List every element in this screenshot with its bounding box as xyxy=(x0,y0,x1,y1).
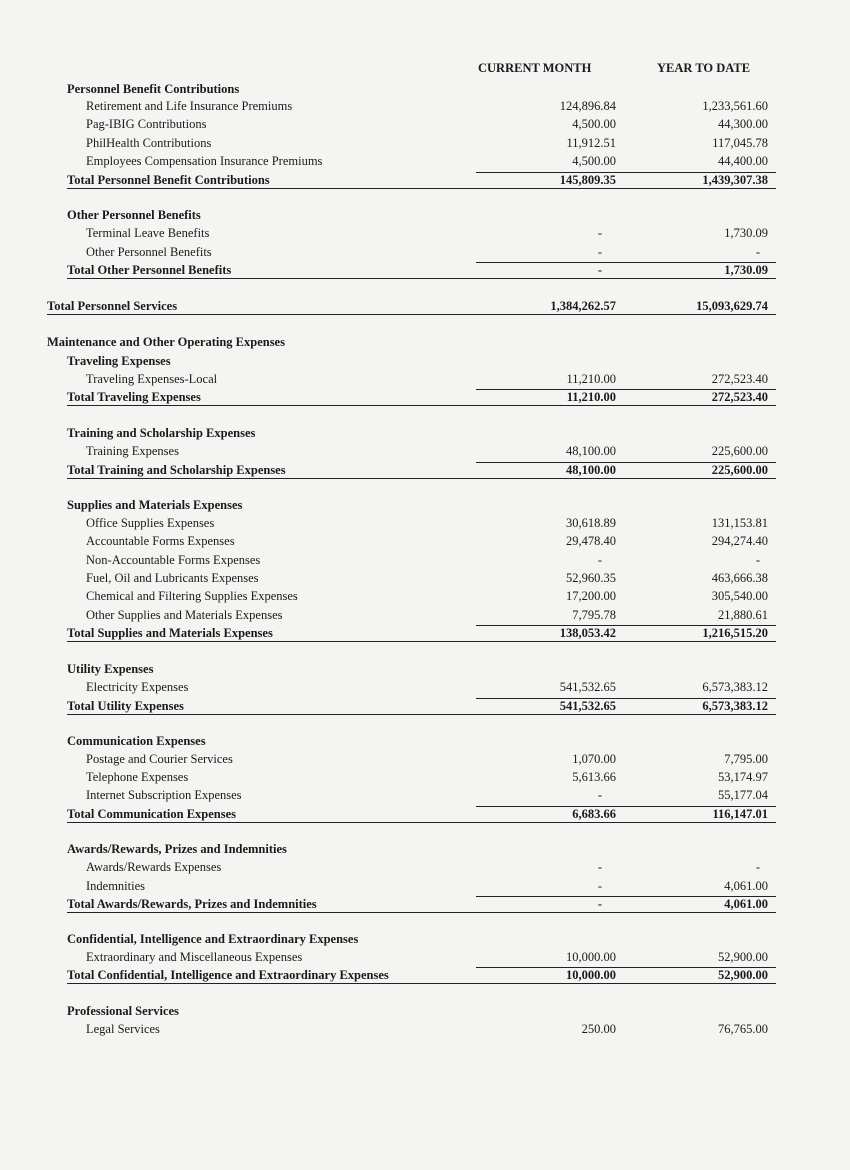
subtotal-rule xyxy=(476,896,776,897)
row-label: Terminal Leave Benefits xyxy=(86,226,210,240)
line-item-row xyxy=(0,606,850,624)
year-to-date-value: 6,573,383.12 xyxy=(702,680,768,694)
row-label: Utility Expenses xyxy=(67,662,154,676)
row-label: Fuel, Oil and Lubricants Expenses xyxy=(86,571,259,585)
row-label: Chemical and Filtering Supplies Expenses xyxy=(86,589,298,603)
subtotal-rule xyxy=(476,262,776,263)
total-row xyxy=(0,895,850,913)
line-item-row xyxy=(0,514,850,532)
year-to-date-value: 272,523.40 xyxy=(711,390,768,404)
year-to-date-value: 4,061.00 xyxy=(724,879,768,893)
row-label: Pag-IBIG Contributions xyxy=(86,117,207,131)
row-label: Other Personnel Benefits xyxy=(67,208,201,222)
line-item-row xyxy=(0,551,850,569)
line-item-row xyxy=(0,115,850,133)
year-to-date-value: 272,523.40 xyxy=(711,372,768,386)
row-label: Total Personnel Services xyxy=(47,299,178,313)
section-heading-row xyxy=(0,424,850,442)
row-label: Total Confidential, Intelligence and Extraordinary Expenses xyxy=(67,968,389,982)
section-heading-row xyxy=(0,352,850,370)
line-item-row xyxy=(0,858,850,876)
current-month-value: 11,912.51 xyxy=(566,136,616,150)
line-item-row xyxy=(0,786,850,804)
current-month-value: 48,100.00 xyxy=(566,444,616,458)
current-month-value: 17,200.00 xyxy=(566,589,616,603)
row-label: Confidential, Intelligence and Extraordinary Expenses xyxy=(67,932,359,946)
section-heading-row xyxy=(0,333,850,351)
year-to-date-value: - xyxy=(755,245,760,259)
total-underline xyxy=(67,278,776,279)
year-to-date-value: 131,153.81 xyxy=(711,516,768,530)
current-month-value: 145,809.35 xyxy=(559,173,616,187)
row-label: Total Personnel Benefit Contributions xyxy=(67,173,270,187)
row-label: Awards/Rewards, Prizes and Indemnities xyxy=(67,842,287,856)
row-label: Training Expenses xyxy=(86,444,179,458)
year-to-date-value: 294,274.40 xyxy=(711,534,768,548)
subtotal-rule xyxy=(476,625,776,626)
year-to-date-value: 117,045.78 xyxy=(712,136,768,150)
subtotal-rule xyxy=(476,389,776,390)
current-month-value: 4,500.00 xyxy=(572,154,616,168)
total-row xyxy=(0,624,850,642)
row-label: Maintenance and Other Operating Expenses xyxy=(47,335,285,349)
year-to-date-value: 305,540.00 xyxy=(711,589,768,603)
year-to-date-value: 1,730.09 xyxy=(724,263,768,277)
total-underline xyxy=(67,405,776,406)
line-item-row xyxy=(0,370,850,388)
row-label: Other Personnel Benefits xyxy=(86,245,212,259)
row-label: Personnel Benefit Contributions xyxy=(67,82,240,96)
line-item-row xyxy=(0,750,850,768)
year-to-date-value: 225,600.00 xyxy=(711,463,768,477)
line-item-row xyxy=(0,877,850,895)
row-label: Communication Expenses xyxy=(67,734,206,748)
row-label: Electricity Expenses xyxy=(86,680,189,694)
year-to-date-value: 7,795.00 xyxy=(724,752,768,766)
row-label: Total Awards/Rewards, Prizes and Indemnities xyxy=(67,897,317,911)
row-label: Awards/Rewards Expenses xyxy=(86,860,222,874)
current-month-value: - xyxy=(597,860,602,874)
row-label: Internet Subscription Expenses xyxy=(86,788,242,802)
year-to-date-value: 116,147.01 xyxy=(712,807,768,821)
row-label: Total Supplies and Materials Expenses xyxy=(67,626,273,640)
line-item-row xyxy=(0,243,850,261)
current-month-value: - xyxy=(597,897,602,911)
line-item-row xyxy=(0,587,850,605)
row-label: Employees Compensation Insurance Premiums xyxy=(86,154,323,168)
section-heading-row xyxy=(0,840,850,858)
current-month-value: 7,795.78 xyxy=(572,608,616,622)
total-underline xyxy=(67,912,776,913)
line-item-row xyxy=(0,569,850,587)
row-label: Office Supplies Expenses xyxy=(86,516,215,530)
year-to-date-value: 1,439,307.38 xyxy=(702,173,768,187)
year-to-date-value: 52,900.00 xyxy=(718,950,768,964)
year-to-date-value: 15,093,629.74 xyxy=(696,299,768,313)
current-month-value: - xyxy=(597,879,602,893)
subtotal-rule xyxy=(476,462,776,463)
section-heading-row xyxy=(0,930,850,948)
total-row xyxy=(0,297,850,315)
current-month-value: - xyxy=(597,263,602,277)
line-item-row xyxy=(0,948,850,966)
current-month-value: - xyxy=(597,245,602,259)
current-month-value: 138,053.42 xyxy=(559,626,616,640)
year-to-date-value: 44,300.00 xyxy=(718,117,768,131)
row-label: Training and Scholarship Expenses xyxy=(67,426,256,440)
subtotal-rule xyxy=(476,172,776,173)
section-heading-row xyxy=(0,732,850,750)
line-item-row xyxy=(0,442,850,460)
row-label: Traveling Expenses xyxy=(67,354,171,368)
line-item-row xyxy=(0,768,850,786)
current-month-value: - xyxy=(597,788,602,802)
row-label: Supplies and Materials Expenses xyxy=(67,498,243,512)
current-month-value: 10,000.00 xyxy=(566,968,616,982)
row-label: Total Utility Expenses xyxy=(67,699,184,713)
section-heading-row xyxy=(0,660,850,678)
line-item-row xyxy=(0,678,850,696)
current-month-value: - xyxy=(597,553,602,567)
row-label: Postage and Courier Services xyxy=(86,752,233,766)
current-month-value: 6,683.66 xyxy=(572,807,616,821)
year-to-date-value: 52,900.00 xyxy=(718,968,768,982)
row-label: Legal Services xyxy=(86,1022,160,1036)
section-heading-row xyxy=(0,80,850,98)
current-month-value: 29,478.40 xyxy=(566,534,616,548)
year-to-date-value: 4,061.00 xyxy=(724,897,768,911)
current-month-value: 11,210.00 xyxy=(566,372,616,386)
row-label: PhilHealth Contributions xyxy=(86,136,212,150)
current-month-header: CURRENT MONTH xyxy=(478,61,592,75)
subtotal-rule xyxy=(476,806,776,807)
row-label: Professional Services xyxy=(67,1004,179,1018)
current-month-value: 10,000.00 xyxy=(566,950,616,964)
current-month-value: 52,960.35 xyxy=(566,571,616,585)
row-label: Retirement and Life Insurance Premiums xyxy=(86,99,293,113)
current-month-value: 541,532.65 xyxy=(559,699,616,713)
year-to-date-value: 6,573,383.12 xyxy=(702,699,768,713)
year-to-date-value: 1,233,561.60 xyxy=(702,99,768,113)
total-row xyxy=(0,461,850,479)
current-month-value: 11,210.00 xyxy=(566,390,616,404)
section-heading-row xyxy=(0,496,850,514)
subtotal-rule xyxy=(476,967,776,968)
row-label: Indemnities xyxy=(86,879,146,893)
year-to-date-value: 44,400.00 xyxy=(718,154,768,168)
row-label: Total Other Personnel Benefits xyxy=(67,263,232,277)
total-underline xyxy=(67,188,776,189)
total-row xyxy=(0,261,850,279)
total-row xyxy=(0,171,850,189)
year-to-date-value: 1,216,515.20 xyxy=(702,626,768,640)
year-to-date-header: YEAR TO DATE xyxy=(657,61,751,75)
section-heading-row xyxy=(0,1002,850,1020)
subtotal-rule xyxy=(476,698,776,699)
year-to-date-value: - xyxy=(755,860,760,874)
total-row xyxy=(0,697,850,715)
total-row xyxy=(0,388,850,406)
row-label: Total Training and Scholarship Expenses xyxy=(67,463,286,477)
year-to-date-value: 1,730.09 xyxy=(724,226,768,240)
line-item-row xyxy=(0,134,850,152)
year-to-date-value: 21,880.61 xyxy=(718,608,768,622)
current-month-value: 124,896.84 xyxy=(559,99,616,113)
current-month-value: 541,532.65 xyxy=(559,680,616,694)
current-month-value: 1,070.00 xyxy=(572,752,616,766)
line-item-row xyxy=(0,97,850,115)
row-label: Non-Accountable Forms Expenses xyxy=(86,553,261,567)
row-label: Other Supplies and Materials Expenses xyxy=(86,608,283,622)
year-to-date-value: 53,174.97 xyxy=(718,770,768,784)
row-label: Total Communication Expenses xyxy=(67,807,237,821)
year-to-date-value: 55,177.04 xyxy=(718,788,768,802)
current-month-value: 30,618.89 xyxy=(566,516,616,530)
total-underline xyxy=(67,822,776,823)
current-month-value: 5,613.66 xyxy=(572,770,616,784)
section-heading-row xyxy=(0,206,850,224)
current-month-value: 4,500.00 xyxy=(572,117,616,131)
row-label: Telephone Expenses xyxy=(86,770,189,784)
row-label: Total Traveling Expenses xyxy=(67,390,201,404)
total-row xyxy=(0,805,850,823)
current-month-value: - xyxy=(597,226,602,240)
year-to-date-value: - xyxy=(755,553,760,567)
current-month-value: 1,384,262.57 xyxy=(550,299,616,313)
total-underline xyxy=(67,714,776,715)
year-to-date-value: 225,600.00 xyxy=(711,444,768,458)
year-to-date-value: 463,666.38 xyxy=(711,571,768,585)
line-item-row xyxy=(0,152,850,170)
total-underline xyxy=(67,983,776,984)
line-item-row xyxy=(0,532,850,550)
total-underline xyxy=(47,314,776,315)
total-underline xyxy=(67,641,776,642)
current-month-value: 250.00 xyxy=(581,1022,616,1036)
line-item-row xyxy=(0,224,850,242)
line-item-row xyxy=(0,1020,850,1038)
current-month-value: 48,100.00 xyxy=(566,463,616,477)
row-label: Traveling Expenses-Local xyxy=(86,372,218,386)
total-underline xyxy=(67,478,776,479)
row-label: Accountable Forms Expenses xyxy=(86,534,235,548)
total-row xyxy=(0,966,850,984)
row-label: Extraordinary and Miscellaneous Expenses xyxy=(86,950,303,964)
year-to-date-value: 76,765.00 xyxy=(718,1022,768,1036)
